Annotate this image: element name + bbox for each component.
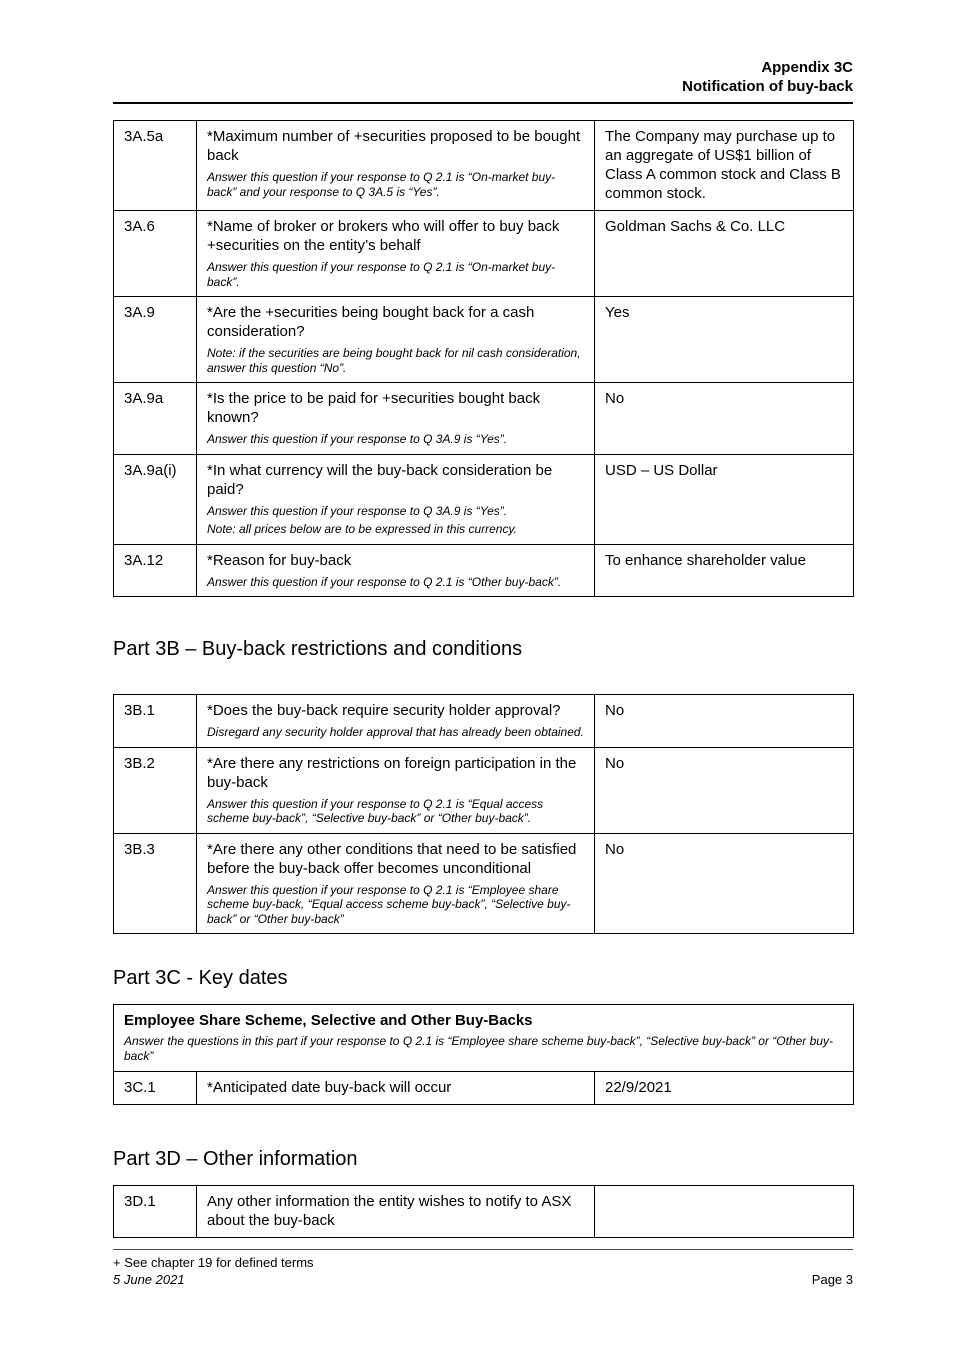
document-header xyxy=(113,58,853,104)
table-row-3a9 xyxy=(114,297,854,383)
question-cell xyxy=(197,1072,595,1105)
question-cell xyxy=(197,383,595,455)
answer-cell: No xyxy=(595,383,854,455)
item-number-cell: 3D.1 xyxy=(114,1186,197,1238)
answer-cell: USD – US Dollar xyxy=(595,454,854,544)
question-note: Answer this question if your response to Q 2.1 is “Other buy-back”. xyxy=(207,574,562,589)
question-text: *Does the buy-back require security holder approval? xyxy=(207,702,561,719)
question-note: Note: if the securities are being bought back for nil cash consideration, answer this question “No”. xyxy=(207,346,581,375)
question-cell xyxy=(197,454,595,544)
question-text: *Name of broker or brokers who will offer to buy back +securities on the entity’s behalf xyxy=(207,218,560,254)
question-text: *Anticipated date buy-back will occur xyxy=(207,1079,452,1096)
answer-cell: 22/9/2021 xyxy=(595,1072,854,1105)
appendix-title: Appendix 3C xyxy=(761,59,853,76)
table-row-3a12 xyxy=(114,544,854,597)
scheme-header-note: Answer the questions in this part if your response to Q 2.1 is “Employee share scheme buy-back”, “Selective buy-back” or “Other buy-back” xyxy=(124,1034,833,1063)
question-cell xyxy=(197,695,595,748)
item-number-cell: 3B.2 xyxy=(114,747,197,833)
table-header-row xyxy=(114,1005,854,1072)
question-note: Answer this question if your response to Q 3A.9 is “Yes”. xyxy=(207,503,508,518)
document-page xyxy=(113,0,853,1288)
question-cell xyxy=(197,833,595,934)
question-note: Answer this question if your response to Q 2.1 is “On-market buy-back”. xyxy=(207,260,556,289)
question-note: Note: all prices below are to be expressed in this currency. xyxy=(207,522,517,536)
question-note: Disregard any security holder approval that has already been obtained. xyxy=(207,725,584,739)
question-text: *Are there any other conditions that need to be satisfied before the buy-back offer becomes unconditional xyxy=(207,840,577,877)
table-row-3b3 xyxy=(114,833,854,934)
item-number-cell: 3A.5a xyxy=(114,121,197,211)
question-note: Answer this question if your response to Q 2.1 is “Equal access scheme buy-back”, “Selective buy-back” or “Other buy-back”. xyxy=(207,796,544,825)
answer-cell: No xyxy=(595,695,854,748)
answer-cell: Goldman Sachs & Co. LLC xyxy=(595,211,854,297)
part-3b-heading: Part 3B – Buy-back restrictions and conditions xyxy=(113,638,523,660)
answer-cell: Yes xyxy=(595,297,854,383)
question-cell xyxy=(197,747,595,833)
item-number-cell: 3B.1 xyxy=(114,695,197,748)
answer-cell: No xyxy=(595,833,854,934)
part-3a-table xyxy=(113,120,854,597)
answer-cell: No xyxy=(595,747,854,833)
item-number-cell: 3A.9 xyxy=(114,297,197,383)
question-text: *Reason for buy-back xyxy=(207,551,352,569)
question-cell xyxy=(197,544,595,597)
item-number-cell: 3A.9a xyxy=(114,383,197,455)
question-text: Any other information the entity wishes to notify to ASX about the buy-back xyxy=(207,1193,572,1229)
answer-cell: To enhance shareholder value xyxy=(595,544,854,597)
table-row-3d1 xyxy=(114,1186,854,1238)
question-note: Answer this question if your response to Q 2.1 is “Employee share scheme buy-back, “Equal access scheme buy-back”, “Selective buy-back” or “Other buy-back” xyxy=(207,882,571,926)
part-3c-heading: Part 3C - Key dates xyxy=(113,967,288,989)
question-cell xyxy=(197,1186,595,1238)
page-number: Page 3 xyxy=(811,1271,853,1287)
footer-date: 5 June 2021 xyxy=(113,1271,185,1287)
item-number-cell: 3A.9a(i) xyxy=(114,454,197,544)
answer-cell xyxy=(595,1186,854,1238)
part-3d-heading: Part 3D – Other information xyxy=(113,1148,358,1170)
table-row-3b2 xyxy=(114,747,854,833)
scheme-header-title: Employee Share Scheme, Selective and Other Buy-Backs xyxy=(124,1012,533,1029)
table-row-3a9ai xyxy=(114,454,854,544)
item-number-cell: 3C.1 xyxy=(114,1072,197,1105)
table-row-3b1 xyxy=(114,695,854,748)
part-3d-table xyxy=(113,1185,854,1238)
question-text: *Are there any restrictions on foreign participation in the buy-back xyxy=(207,754,577,791)
footer-bottom-row xyxy=(113,1272,853,1289)
item-number-cell: 3A.12 xyxy=(114,544,197,597)
table-row-3c1 xyxy=(114,1072,854,1105)
item-number-cell: 3B.3 xyxy=(114,833,197,934)
question-cell xyxy=(197,211,595,297)
question-cell xyxy=(197,121,595,211)
table-row-3a5a xyxy=(114,121,854,211)
document-footer xyxy=(113,1249,853,1288)
scheme-header-cell xyxy=(114,1005,854,1072)
defined-terms-note: + See chapter 19 for defined terms xyxy=(113,1255,314,1270)
question-text: *Are the +securities being bought back for a cash consideration? xyxy=(207,304,535,340)
question-note: Answer this question if your response to Q 2.1 is “On-market buy-back” and your response to Q 3A.5 is “Yes”. xyxy=(207,170,556,199)
answer-cell: The Company may purchase up to an aggregate of US$1 billion of Class A common stock and Class B common stock. xyxy=(595,121,854,211)
question-text: *Is the price to be paid for +securities bought back known? xyxy=(207,390,541,426)
question-note: Answer this question if your response to Q 3A.9 is “Yes”. xyxy=(207,432,508,446)
question-text: *In what currency will the buy-back consideration be paid? xyxy=(207,461,553,498)
document-subtitle: Notification of buy-back xyxy=(682,78,853,95)
part-3c-table xyxy=(113,1004,854,1105)
part-3b-table xyxy=(113,694,854,934)
question-cell xyxy=(197,297,595,383)
table-row-3a6 xyxy=(114,211,854,297)
table-row-3a9a xyxy=(114,383,854,455)
question-text: *Maximum number of +securities proposed to be bought back xyxy=(207,128,581,164)
item-number-cell: 3A.6 xyxy=(114,211,197,297)
